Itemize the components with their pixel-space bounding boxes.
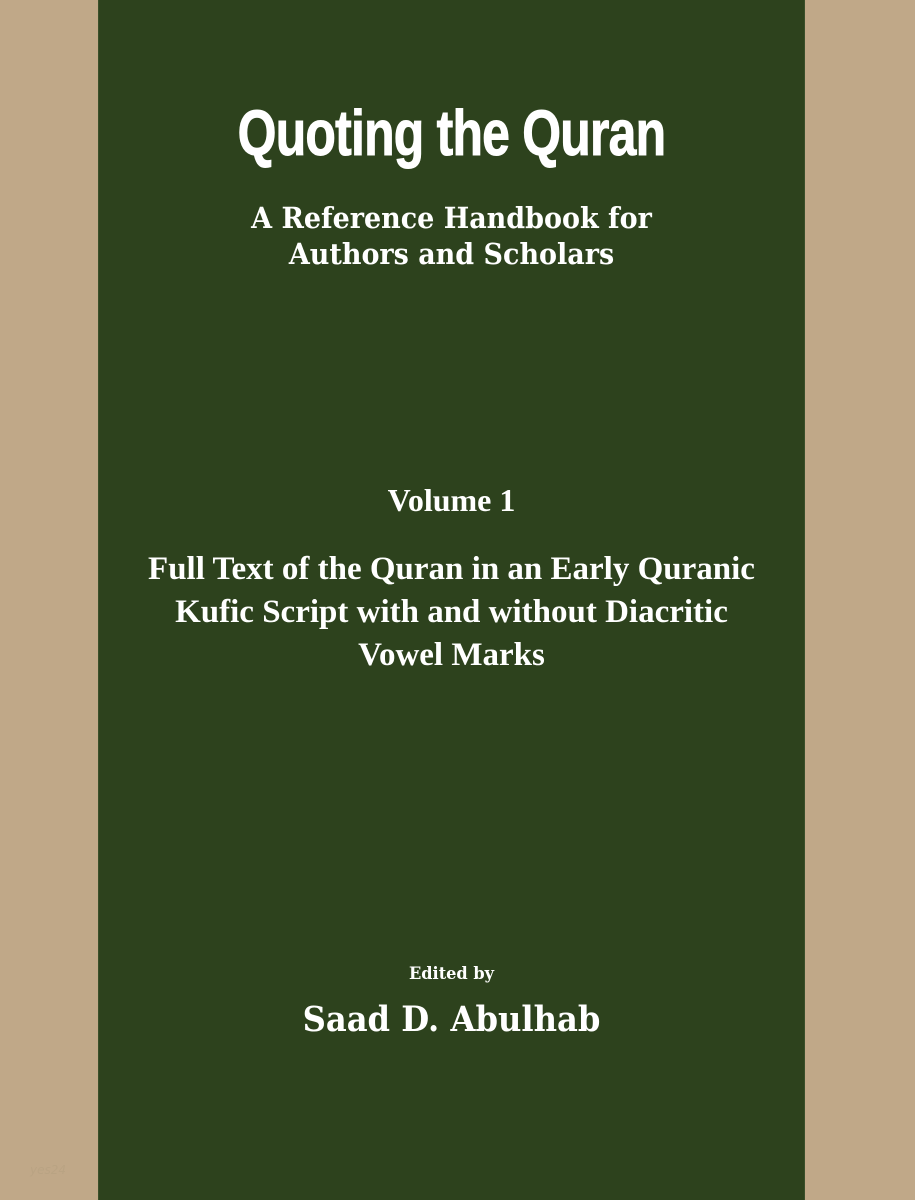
book-title: Quoting the Quran [237, 97, 666, 169]
book-cover [99, 0, 804, 1200]
editor-name: Saad D. Abulhab [302, 999, 601, 1040]
subtitle-line: A Reference Handbook for [251, 201, 652, 235]
description-line: Full Text of the Quran in an Early Quranic [148, 551, 755, 587]
description-line: Kufic Script with and without Diacritic [175, 594, 728, 630]
book-subtitle [124, 200, 780, 272]
subtitle-line: Authors and Scholars [288, 237, 615, 271]
edited-by-label: Edited by [408, 964, 495, 984]
description-line: Vowel Marks [358, 637, 545, 673]
volume-description [99, 548, 804, 677]
watermark: yes24 [30, 1163, 67, 1177]
volume-label: Volume 1 [387, 482, 516, 518]
